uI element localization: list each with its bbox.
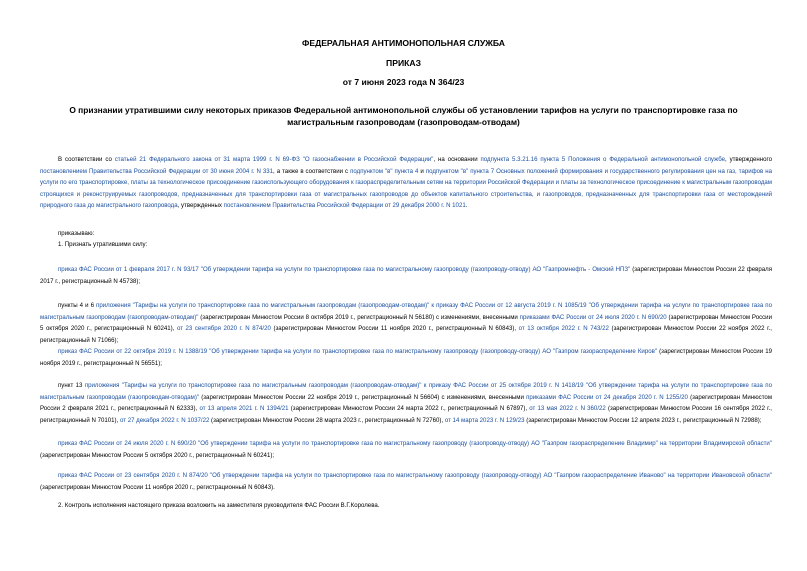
law-link[interactable]: статьей 21 Федерального закона от 31 марта 1999 г. N 69-ФЗ "О газоснабжении в Российской Федерации": [114, 156, 434, 163]
entry-text: (зарегистрирован Минюстом России 22 февраля 2017 г., регистрационный N 45738);: [40, 266, 772, 285]
entry-text: (зарегистрирован Минюстом России 16 сентября 2022 г., регистрационный N 70101),: [40, 405, 772, 424]
repealed-entry: [40, 346, 772, 369]
entry-text: (зарегистрирован Минюстом России 5 октября 2020 г., регистрационный N 60241),: [40, 313, 772, 333]
item-2: 2. Контроль исполнения настоящего приказа возложить на заместителя руководителя ФАС России В.Г.Королева.: [58, 502, 380, 509]
entry-text: пункт 13: [58, 382, 85, 389]
regulation-link[interactable]: подпункта 5.3.21.16 пункта 5 Положения о Федеральной антимонопольной службе: [480, 156, 725, 163]
order-link[interactable]: от 14 марта 2023 г. N 129/23: [444, 416, 525, 424]
preamble-text: , а также в соответствии с: [273, 167, 351, 175]
entry-text: пункты 4 и 6: [58, 302, 97, 309]
order-link[interactable]: приложения "Тарифы на услуги по транспортировке газа по магистральным газопроводам (газопроводам-отводам)" к приказу ФАС России от 25 октября 2019 г. N 1418/19 "Об утверждении тарифа на услуги по транспортировке газа по магистральным газопроводам (газопроводам-отводам)": [40, 382, 772, 401]
document-subject: О признании утратившими силу некоторых приказов Федеральной антимонопольной службы об установлении тарифов на услуги по транспортировке газа по магистральным газопроводам (газопроводам-отводам): [69, 105, 738, 127]
government-decree-link[interactable]: постановлением Правительства Российской Федерации от 30 июня 2004 г. N 331: [40, 167, 274, 175]
entry-text: (зарегистрирован Минюстом России 12 апреля 2023 г., регистрационный N 72988);: [524, 416, 762, 424]
entry-text: (зарегистрирован Минюстом России 22 ноября 2022 г., регистрационный N 71066);: [40, 325, 772, 344]
government-decree-link[interactable]: постановлением Правительства Российской Федерации от 29 декабря 2000 г. N 1021: [223, 202, 466, 210]
order-link[interactable]: приказ ФАС России от 22 октября 2019 г. N 1388/19 "Об утверждении тарифа на услуги по транспортировке газа по магистральному газопроводу (газопроводу-отводу) АО "Газпром газораспределение Киров": [58, 348, 658, 355]
preamble-text: В соответствии со: [58, 156, 115, 163]
entry-text: (зарегистрирован Минюстом России 8 октября 2019 г., регистрационный N 56180) с изменениями, внесенными: [198, 313, 520, 321]
entry-text: (зарегистрирован Минюстом России 28 марта 2023 г., регистрационный N 72760),: [209, 416, 445, 424]
repealed-entry: [40, 380, 772, 426]
repealed-entry: [40, 264, 772, 287]
order-link[interactable]: приказами ФАС России от 24 декабря 2020 г. N 1255/20: [526, 393, 688, 401]
preamble-text: .: [465, 202, 468, 210]
subparagraph-link[interactable]: подпунктом "в" пункта 4: [350, 167, 419, 175]
preamble-text: и: [418, 167, 426, 175]
preamble-text: , утвержденного: [725, 156, 772, 163]
preamble-text: , на основании: [433, 156, 481, 163]
order-link[interactable]: приказ ФАС России от 1 февраля 2017 г. N 93/17 "Об утверждении тарифа на услуги по транспортировке газа по магистральному газопроводу (газопроводу-отводу) АО "Газпромнефть - Омский НПЗ": [58, 266, 631, 273]
item-1: 1. Признать утратившими силу:: [58, 241, 148, 248]
order-link[interactable]: от 23 сентября 2020 г. N 874/20: [176, 325, 271, 333]
entry-text: (зарегистрирован Минюстом России 2 февраля 2021 г., регистрационный N 62333),: [40, 393, 773, 413]
order-link[interactable]: от 27 декабря 2022 г. N 1037/22: [119, 416, 210, 424]
entry-text: (зарегистрирован Минюстом России 19 ноября 2019 г., регистрационный N 56551);: [40, 348, 772, 367]
order-word: приказываю:: [58, 230, 95, 237]
agency-title: ФЕДЕРАЛЬНАЯ АНТИМОНОПОЛЬНАЯ СЛУЖБА: [302, 38, 505, 48]
order-link[interactable]: приказ ФАС России от 24 июля 2020 г. N 690/20 "Об утверждении тарифа на услуги по транспортировке газа по магистральному газопроводу (газопроводу-отводу) АО "Газпром газораспределение Владимир" на территории Владимирской области": [58, 440, 772, 447]
order-link[interactable]: приказ ФАС России от 23 сентября 2020 г. N 874/20 "Об утверждении тарифа на услуги по транспортировке газа по магистральному газопроводу (газопроводу-отводу) АО "Газпром газораспределение Иваново" на территории Ивановской области": [58, 472, 772, 479]
repealed-entry: [40, 438, 772, 461]
date-number: от 7 июня 2023 года N 364/23: [342, 77, 465, 87]
entry-text: (зарегистрирован Минюстом России 11 ноября 2020 г., регистрационный N 60843),: [270, 325, 519, 333]
preamble-paragraph: [40, 154, 772, 212]
repealed-entry: [40, 470, 772, 493]
order-link[interactable]: от 13 мая 2022 г. N 360/22: [529, 405, 606, 413]
order-link[interactable]: приложения "Тарифы на услуги по транспортировке газа по магистральным газопроводам (газопроводам-отводам)" к приказу ФАС России от 12 августа 2019 г. N 1085/19 "Об утверждении тарифа на услуги по транспортировке газа по магистральным газопроводам (газопроводам-отводам)": [40, 302, 772, 321]
document-type: ПРИКАЗ: [386, 58, 421, 68]
basic-provisions-link[interactable]: подпунктом "в" пункта 7 Основных положений формирования и государственного регулирования цен на газ, тарифов на услуги по его транспортировке, платы за технологическое присоединение газоиспользующего оборудования к газораспределительным сетям на территории Российской Федерации и платы за технологическое присоединение к магистральным газопроводам строящихся и реконструируемых газопроводов, предназначенных для транспортировки газа от магистральных газопроводов до объектов капитального строительства, и газопроводов, предназначенных для транспортировки газа от месторождений природного газа до магистрального газопровода: [40, 167, 773, 210]
repealed-entry: [40, 300, 772, 346]
order-link[interactable]: от 13 октября 2022 г. N 743/22: [518, 325, 609, 333]
preamble-text: , утвержденных: [177, 202, 224, 210]
entry-text: (зарегистрирован Минюстом России 5 октября 2020 г., регистрационный N 60241);: [40, 451, 275, 459]
order-link[interactable]: от 13 апреля 2021 г. N 1394/21: [199, 405, 289, 413]
entry-text: (зарегистрирован Минюстом России 11 ноября 2020 г., регистрационный N 60843).: [40, 483, 275, 491]
entry-text: (зарегистрирован Минюстом России 22 ноября 2019 г., регистрационный N 56604) с изменениями, внесенными: [199, 393, 527, 401]
entry-text: (зарегистрирован Минюстом России 24 марта 2022 г., регистрационный N 67897),: [288, 405, 530, 413]
order-link[interactable]: приказами ФАС России от 24 июля 2020 г. N 690/20: [519, 313, 667, 321]
